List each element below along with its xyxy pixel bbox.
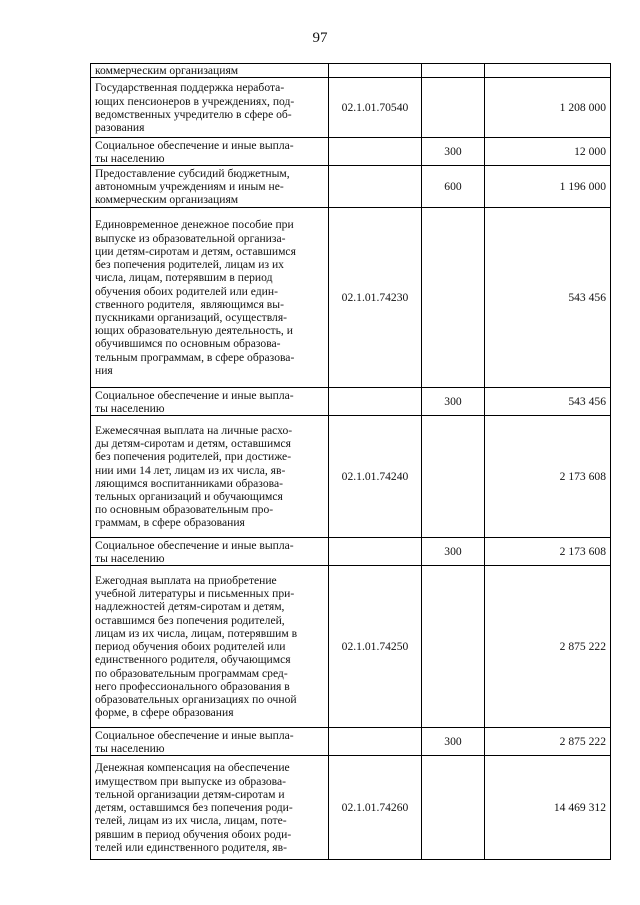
row-name: коммерческим организациям bbox=[91, 64, 329, 78]
row-name: Социальное обеспечение и иные выпла- ты населению bbox=[91, 538, 329, 566]
row-name: Предоставление субсидий бюджетным, автономным учреждениям и иным не- коммерческим организациям bbox=[91, 166, 329, 208]
table-row bbox=[91, 388, 611, 416]
row-amount: 1 208 000 bbox=[485, 78, 611, 138]
row-code: 02.1.01.74230 bbox=[329, 208, 422, 388]
row-amount: 543 456 bbox=[485, 388, 611, 416]
table-row bbox=[91, 138, 611, 166]
budget-table bbox=[90, 63, 611, 860]
row-code bbox=[329, 64, 422, 78]
row-code: 02.1.01.70540 bbox=[329, 78, 422, 138]
row-amount: 1 196 000 bbox=[485, 166, 611, 208]
row-code bbox=[329, 538, 422, 566]
row-kind bbox=[422, 756, 485, 860]
row-kind bbox=[422, 78, 485, 138]
row-name: Единовременное денежное пособие при выпуске из образовательной организа- ции детям-сиротам и детям, оставшимся без попечения родителей, лицам из их числа, лицам, потерявшим в период обучения обоих родителей или един- ственного родителя, являющимся вы- пускниками организаций, осуществля- ющих образовательную деятельность, и обучившимся по основным образова- тельным программам, в сфере образова- ния bbox=[91, 208, 329, 388]
row-amount: 14 469 312 bbox=[485, 756, 611, 860]
table-row bbox=[91, 208, 611, 388]
row-name: Социальное обеспечение и иные выпла- ты населению bbox=[91, 388, 329, 416]
row-kind: 600 bbox=[422, 166, 485, 208]
table-row bbox=[91, 566, 611, 728]
row-amount: 2 173 608 bbox=[485, 416, 611, 538]
row-code bbox=[329, 388, 422, 416]
row-kind: 300 bbox=[422, 538, 485, 566]
row-name: Ежемесячная выплата на личные расхо- ды детям-сиротам и детям, оставшимся без попечения родителей, при достиже- нии ими 14 лет, лицам из их числа, яв- ляющимся воспитанниками образова- тельных организаций и обучающимся по основным образовательным про- граммам, в сфере образования bbox=[91, 416, 329, 538]
row-amount: 12 000 bbox=[485, 138, 611, 166]
row-amount: 2 173 608 bbox=[485, 538, 611, 566]
row-name: Денежная компенсация на обеспечение имуществом при выпуске из образова- тельной организации детям-сиротам и детям, оставшимся без попечения роди- телей, лицам из их числа, лицам, поте- рявшим в период обучения обоих роди- телей или единственного родителя, яв- bbox=[91, 756, 329, 860]
table-row bbox=[91, 728, 611, 756]
page-number: 97 bbox=[312, 30, 328, 46]
table-row bbox=[91, 756, 611, 860]
table-row bbox=[91, 416, 611, 538]
row-code: 02.1.01.74250 bbox=[329, 566, 422, 728]
row-kind bbox=[422, 566, 485, 728]
table-row bbox=[91, 166, 611, 208]
row-amount: 2 875 222 bbox=[485, 566, 611, 728]
row-kind: 300 bbox=[422, 728, 485, 756]
row-name: Ежегодная выплата на приобретение учебной литературы и письменных при- надлежностей детям-сиротам и детям, оставшимся без попечения родителей, лицам из их числа, лицам, потерявшим в период обучения обоих родителей или единственного родителя, обучающимся по образовательным программам сред- него профессионального образования в образовательных организациях по очной форме, в сфере образования bbox=[91, 566, 329, 728]
row-kind: 300 bbox=[422, 138, 485, 166]
table-row bbox=[91, 64, 611, 78]
table-row bbox=[91, 538, 611, 566]
row-amount: 543 456 bbox=[485, 208, 611, 388]
row-code: 02.1.01.74240 bbox=[329, 416, 422, 538]
row-amount: 2 875 222 bbox=[485, 728, 611, 756]
row-code bbox=[329, 728, 422, 756]
row-kind: 300 bbox=[422, 388, 485, 416]
row-kind bbox=[422, 208, 485, 388]
table-row bbox=[91, 78, 611, 138]
row-code: 02.1.01.74260 bbox=[329, 756, 422, 860]
row-name: Социальное обеспечение и иные выпла- ты населению bbox=[91, 728, 329, 756]
row-name: Государственная поддержка неработа- ющих пенсионеров в учреждениях, под- ведомственных учредителю в сфере об- разования bbox=[91, 78, 329, 138]
row-amount bbox=[485, 64, 611, 78]
row-name: Социальное обеспечение и иные выпла- ты населению bbox=[91, 138, 329, 166]
row-kind bbox=[422, 64, 485, 78]
row-code bbox=[329, 138, 422, 166]
row-code bbox=[329, 166, 422, 208]
row-kind bbox=[422, 416, 485, 538]
